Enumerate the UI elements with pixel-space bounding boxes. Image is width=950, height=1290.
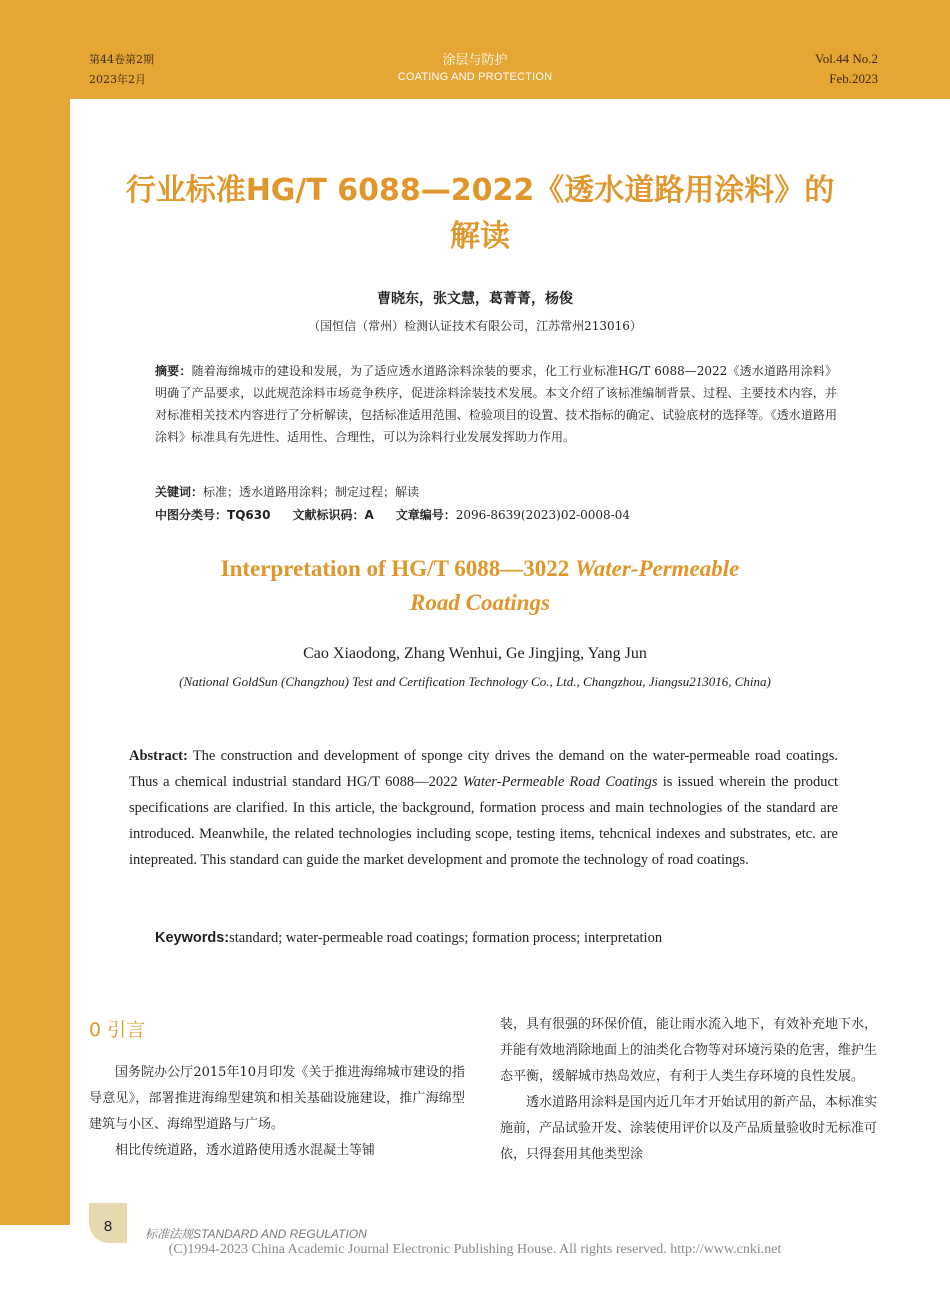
abstract-en-italic: Water-Permeable Road Coatings (462, 774, 658, 790)
footer-section-label: 标准法规STANDARD AND REGULATION (145, 1227, 367, 1241)
section-heading: 0 引言 (89, 1019, 146, 1041)
doc-code-label: 文献标识码： (292, 508, 365, 522)
affiliation-en: (National GoldSun (Changzhou) Test and Certification Technology Co., Ltd., Changzhou, Jiangsu213016, China) (179, 674, 771, 689)
body-column-right (500, 1012, 877, 1168)
volume-date: Feb.2023 (829, 71, 878, 86)
authors-en: Cao Xiaodong, Zhang Wenhui, Ge Jingjing, Yang Jun (303, 645, 647, 662)
body-paragraph: 装，具有很强的环保价值，能让雨水流入地下，有效补充地下水，并能有效地消除地面上的油类化合物等对环境污染的危害，维护生态平衡，缓解城市热岛效应，有利于人类生存环境的良性发展。 (500, 1017, 878, 1084)
body-paragraph: 国务院办公厅2015年10月印发《关于推进海绵城市建设的指导意见》，部署推进海绵型建筑和相关基础设施建设，推广海绵型建筑与小区、海绵型道路与广场。 (89, 1065, 465, 1132)
journal-name-cn: 涂层与防护 (442, 53, 508, 68)
classification-row (155, 505, 630, 525)
page-number: 8 (103, 1218, 113, 1235)
body-paragraph: 相比传统道路，透水道路使用透水混凝土等铺 (115, 1143, 376, 1158)
title-en-part-1: Interpretation of HG/T 6088—3022 (220, 556, 575, 581)
title-cn-line-1: 行业标准HG/T 6088—2022《透水道路用涂料》的 (125, 173, 835, 208)
abstract-cn-text: 随着海绵城市的建设和发展，为了适应透水道路涂料涂装的要求，化工行业标准HG/T 6088—2022《透水道路用涂料》明确了产品要求，以此规范涂料市场竞争秩序，促进涂料涂装技术发展。本文介绍了该标准编制背景、过程、主要技术内容，并对标准相关技术内容进行了分析解读，包括标准适用范围、检验项目的设置、技术指标的确定、试验底材的选择等。《透水道路用涂料》标准具有先进性、适用性、合理性，可以为涂料行业发展发挥助力作用。 (155, 364, 837, 444)
keywords-cn-text: 标准；透水道路用涂料；制定过程；解读 (203, 485, 420, 499)
abstract-en-text-1: The construction and development of sponge city drives the demand on the water-permeable road coatings. Thus a chemical industrial standard HG/T 6088—2022 (129, 748, 838, 790)
keywords-en (155, 926, 662, 950)
article-number-value: 2096-8639(2023)02-0008-04 (455, 508, 631, 522)
footer-copyright: (C)1994-2023 China Academic Journal Electronic Publishing House. All rights reserved. http://www.cnki.net (168, 1242, 782, 1257)
journal-name-en: COATING AND PROTECTION (397, 71, 553, 83)
article-number-label: 文章编号： (395, 508, 456, 522)
journal-name (0, 52, 950, 84)
title-en-part-3: Road Coatings (410, 590, 550, 615)
abstract-cn (155, 360, 837, 448)
abstract-en-label: Abstract: (129, 748, 188, 764)
keywords-cn-label: 关键词： (155, 485, 204, 499)
volume-info (815, 49, 878, 89)
article-title-cn (80, 168, 880, 260)
abstract-cn-label: 摘要： (155, 364, 192, 378)
issue-number: 第44卷第2期 (89, 53, 154, 66)
keywords-en-label: Keywords: (155, 930, 230, 946)
affiliation-cn: （国恒信（常州）检测认证技术有限公司，江苏常州213016） (308, 319, 642, 333)
clc-label: 中图分类号： (155, 508, 228, 522)
issue-date: 2023年2月 (89, 73, 146, 86)
title-cn-line-2: 解读 (450, 219, 510, 254)
title-en-part-2: Water-Permeable (575, 556, 740, 581)
doc-code-value: A (364, 508, 374, 522)
volume-number: Vol.44 No.2 (815, 51, 878, 66)
abstract-en (129, 743, 838, 873)
article-title-en (100, 552, 860, 620)
body-paragraph: 透水道路用涂料是国内近几年才开始试用的新产品，本标准实施前，产品试验开发、涂装使用评价以及产品质量验收时无标准可依，只得套用其他类型涂 (500, 1095, 878, 1162)
keywords-cn (155, 482, 419, 502)
keywords-en-text: standard; water-permeable road coatings; formation process; interpretation (229, 930, 663, 946)
clc-value: TQ630 (227, 508, 271, 522)
body-column-left (89, 1060, 465, 1164)
abstract-en-text-2: is issued wherein the product specifications are clarified. In this article, the background, formation process and main technologies of the standard are introduced. Meanwhile, the related technologies including scope, testing items, tehcnical indexes and substrates, etc. are intepreated. This standard can guide the market development and promote the technology of road coatings. (129, 774, 838, 868)
authors-cn: 曹晓东，张文慧，葛菁菁，杨俊 (377, 291, 573, 307)
